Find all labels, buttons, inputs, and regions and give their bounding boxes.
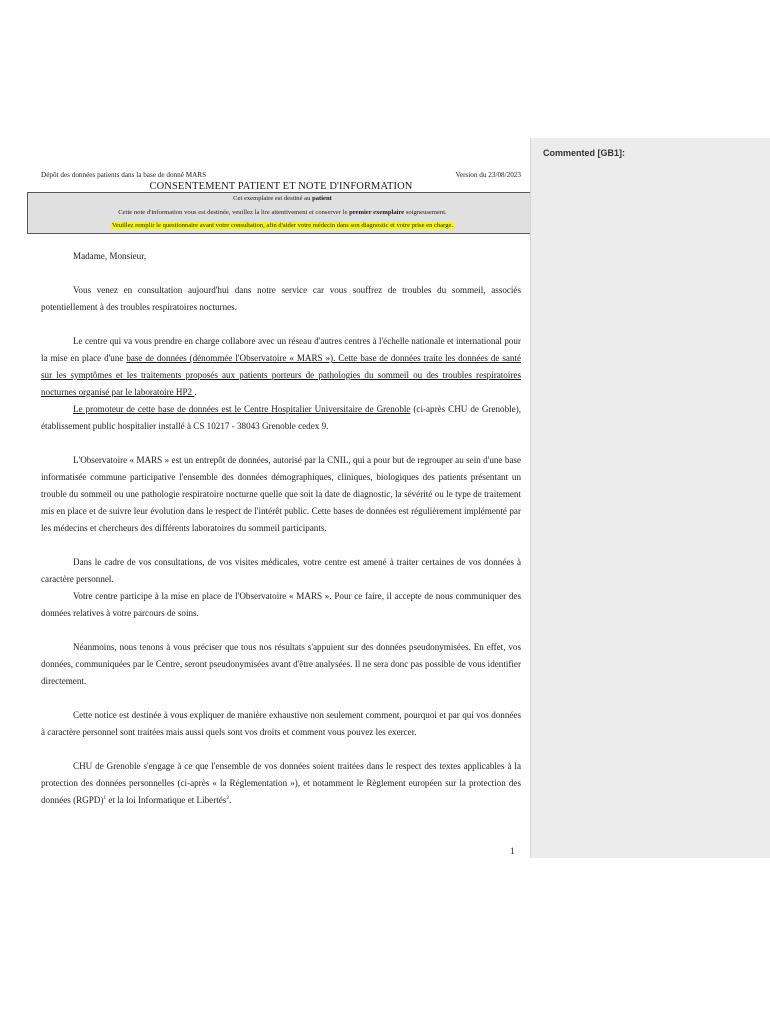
paragraph-promoter-text: (ci-après CHU de Grenoble), établissement public hospitalier installé à CS 10217 - 38043 Grenoble cedex 9. <box>41 404 521 431</box>
notice-line-1 <box>28 195 537 202</box>
running-header <box>41 171 521 179</box>
footnote-ref-2[interactable]: 2 <box>226 794 230 801</box>
header-version-text: Version du 23/08/2023 <box>455 171 521 179</box>
footnote-ref-1[interactable]: 1 <box>103 794 107 801</box>
header-left-text: Dépôt des données patients dans la base de donné MARS <box>41 171 207 179</box>
paragraph-participation: Votre centre participe à la mise en place de l'Observatoire « MARS ». Pour ce faire, il accepte de nous communiquer des données relatives à votre parcours de soins. <box>41 591 521 618</box>
paragraph-promoter-underlined: Le promoteur de cette base de données est le Centre Hospitalier Universitaire de Grenoble <box>73 404 411 414</box>
paragraph-network <box>41 333 521 401</box>
page-number: 1 <box>510 846 515 856</box>
notice-line-2-text: Cette note d'information vous est destinée, veuillez la lire attentivement et conserver le <box>118 209 350 216</box>
paragraph-regulation-end: . <box>229 795 232 805</box>
document-title: CONSENTEMENT PATIENT ET NOTE D'INFORMATION <box>149 181 413 192</box>
highlighted-instruction: Veuillez remplir le questionnaire avant votre consultation, afin d'aider votre médecin dans son diagnostic et votre prise en charge. <box>111 222 454 229</box>
salutation: Madame, Monsieur, <box>73 251 147 261</box>
notice-line-1-bold: patient <box>312 195 332 202</box>
paragraph-pseudonymisation: Néanmoins, nous tenons à vous préciser que tous nos résultats s'appuient sur des données pseudonymisées. En effet, vos données, communiquées par le Centre, seront pseudonymisées avant d'être analysées. Il ne sera donc pas possible de vous identifier directement. <box>41 642 521 686</box>
paragraph-regulation <box>41 758 521 809</box>
paragraph-regulation-text: CHU de Grenoble s'engage à ce que l'ensemble de vos données soient traitées dans le respect des textes applicables à la protection des données personnelles (ci-après « la Réglementation »), et notamment le Règlement européen sur la protection des données (RGPD) <box>41 761 521 805</box>
body-text <box>41 248 521 809</box>
notice-line-2 <box>28 209 537 216</box>
paragraph-regulation-text-2: et la loi Informatique et Libertés <box>106 795 227 805</box>
notice-line-2-suffix: soigneusement. <box>404 209 447 216</box>
comment-label[interactable]: Commented [GB1]: <box>543 148 626 158</box>
paragraph-network-underlined: base de données (dénommée l'Observatoire « MARS »). Cette base de données traite les données de santé sur les symptômes et les traitements proposés aux patients porteurs de pathologies du sommeil ou des troubles respiratoires nocturnes organisé par le laboratoire HP2 <box>41 353 521 397</box>
paragraph-network-text: Le centre qui va vous prendre en charge collabore avec un réseau d'autres centres à l'échelle nationale et international pour la mise en place d'une <box>41 336 521 363</box>
paragraph-network-end: . <box>194 387 197 397</box>
notice-box <box>27 192 538 234</box>
paragraph-observatory: L'Observatoire « MARS » est un entrepôt de données, autorisé par la CNIL, qui a pour but de regrouper au sein d'une base informatisée commune participative l'ensemble des données démographiques, cliniques, biologiques des patients présentant un trouble du sommeil ou une pathologie respiratoire nocturne quelle que soit la date de diagnostic, la sévérité ou le type de traitement mis en place et de suivre leur évolution dans le respect de l'intérêt public. Cette bases de données est régulièrement implémenté par les médecins et chercheurs des différents laboratoires du sommeil participants. <box>41 455 521 533</box>
paragraph-notice-purpose: Cette notice est destinée à vous expliquer de manière exhaustive non seulement comment, pourquoi et par qui vos données à caractère personnel sont traitées mais aussi quels sont vos droits et comment vous pouvez les exercer. <box>41 710 521 737</box>
paragraph-consultations: Dans le cadre de vos consultations, de vos visites médicales, votre centre est amené à traiter certaines de vos données à caractère personnel. <box>41 557 521 584</box>
paragraph-promoter <box>41 401 521 435</box>
notice-line-3 <box>28 222 537 229</box>
comment-pane[interactable] <box>530 138 770 858</box>
paragraph-intro: Vous venez en consultation aujourd'hui dans notre service car vous souffrez de troubles du sommeil, associés potentiellement à des troubles respiratoires nocturnes. <box>41 285 521 312</box>
notice-line-2-bold: premier exemplaire <box>349 209 405 216</box>
notice-line-1-text: Cet exemplaire est destiné au <box>233 195 313 202</box>
